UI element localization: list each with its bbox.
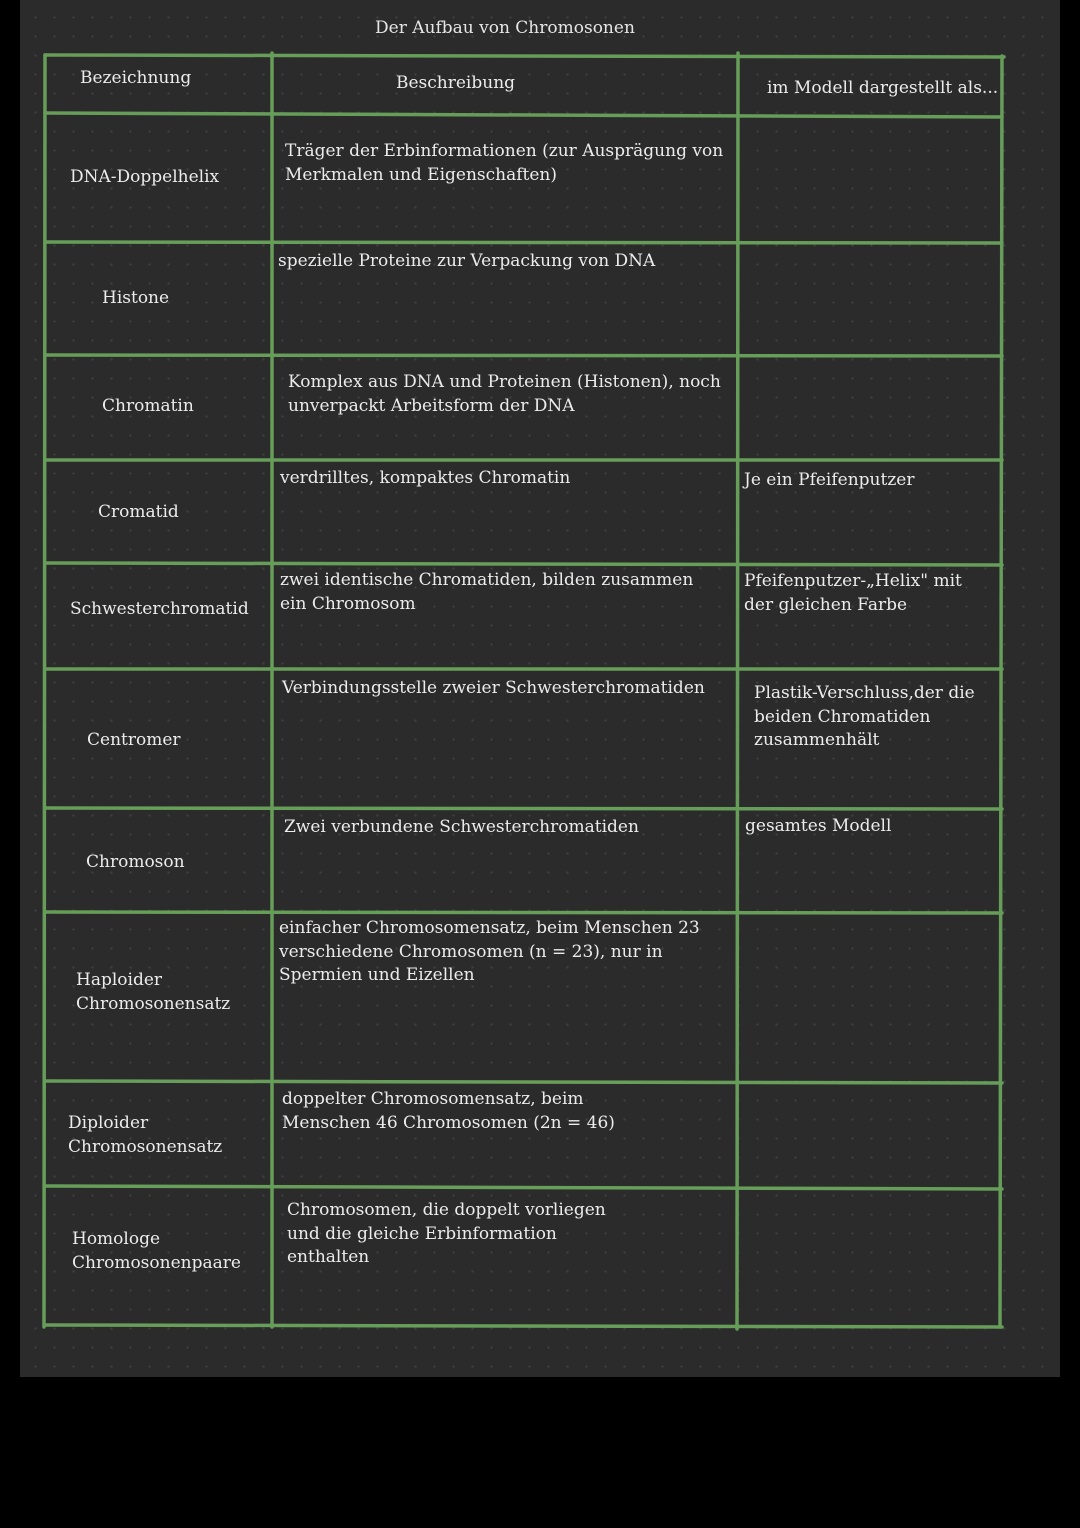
row-2-description: spezielle Proteine zur Verpackung von DNA	[278, 251, 656, 271]
row-6-description: Verbindungsstelle zweier Schwesterchromatiden	[282, 678, 705, 698]
row-6-name: Centromer	[87, 730, 181, 750]
row-7-description: Zwei verbundene Schwesterchromatiden	[284, 817, 639, 837]
grid-line	[45, 113, 1002, 117]
row-2-name: Histone	[102, 288, 170, 308]
grid-line	[45, 242, 1002, 243]
row-6-model: Plastik-Verschluss,der die beiden Chromatiden zusammenhält	[754, 683, 975, 750]
row-5-model: Pfeifenputzer-„Helix" mit der gleichen Farbe	[744, 571, 962, 615]
grid-line	[45, 355, 1002, 356]
row-7-model: gesamtes Modell	[745, 816, 892, 836]
row-5-description: zwei identische Chromatiden, bilden zusammen ein Chromosom	[280, 570, 694, 614]
row-3-name: Chromatin	[102, 396, 194, 416]
header-description: Beschreibung	[396, 73, 516, 93]
grid-line	[45, 1186, 1002, 1189]
row-5-name: Schwesterchromatid	[70, 599, 249, 619]
row-1-name: DNA-Doppelhelix	[70, 167, 220, 187]
row-10-description: Chromosomen, die doppelt vorliegen und die gleiche Erbinformation enthalten	[287, 1200, 606, 1267]
grid-line	[45, 808, 1002, 809]
header-model: im Modell dargestellt als...	[767, 78, 999, 98]
row-4-model: Je ein Pfeifenputzer	[744, 470, 915, 490]
row-9-description: doppelter Chromosomensatz, beim Menschen 46 Chromosomen (2n = 46)	[282, 1089, 615, 1133]
grid-line	[45, 563, 1002, 565]
row-4-name: Cromatid	[98, 502, 179, 522]
row-4-description: verdrilltes, kompaktes Chromatin	[280, 468, 571, 488]
row-8-name: Haploider Chromosonensatz	[76, 970, 231, 1014]
grid-line	[1000, 56, 1002, 1327]
page-title: Der Aufbau von Chromosonen	[375, 18, 635, 38]
row-1-description: Träger der Erbinformationen (zur Ausprägung von Merkmalen und Eigenschaften)	[285, 141, 724, 185]
grid-line	[45, 55, 1004, 57]
row-3-description: Komplex aus DNA und Proteinen (Histonen), noch unverpackt Arbeitsform der DNA	[288, 372, 721, 416]
row-7-name: Chromoson	[86, 852, 185, 872]
worksheet-page	[20, 0, 1060, 1377]
grid-line	[45, 1081, 1002, 1083]
header-name: Bezeichnung	[80, 68, 192, 88]
row-10-name: Homologe Chromosonenpaare	[72, 1229, 241, 1273]
row-9-name: Diploider Chromosonensatz	[68, 1113, 223, 1157]
grid-line	[44, 55, 45, 1327]
row-8-description: einfacher Chromosomensatz, beim Menschen 23 verschiedene Chromosomen (n = 23), nur in Spermien und Eizellen	[279, 918, 700, 985]
grid-line	[45, 912, 1002, 913]
grid-line	[45, 1325, 1002, 1327]
